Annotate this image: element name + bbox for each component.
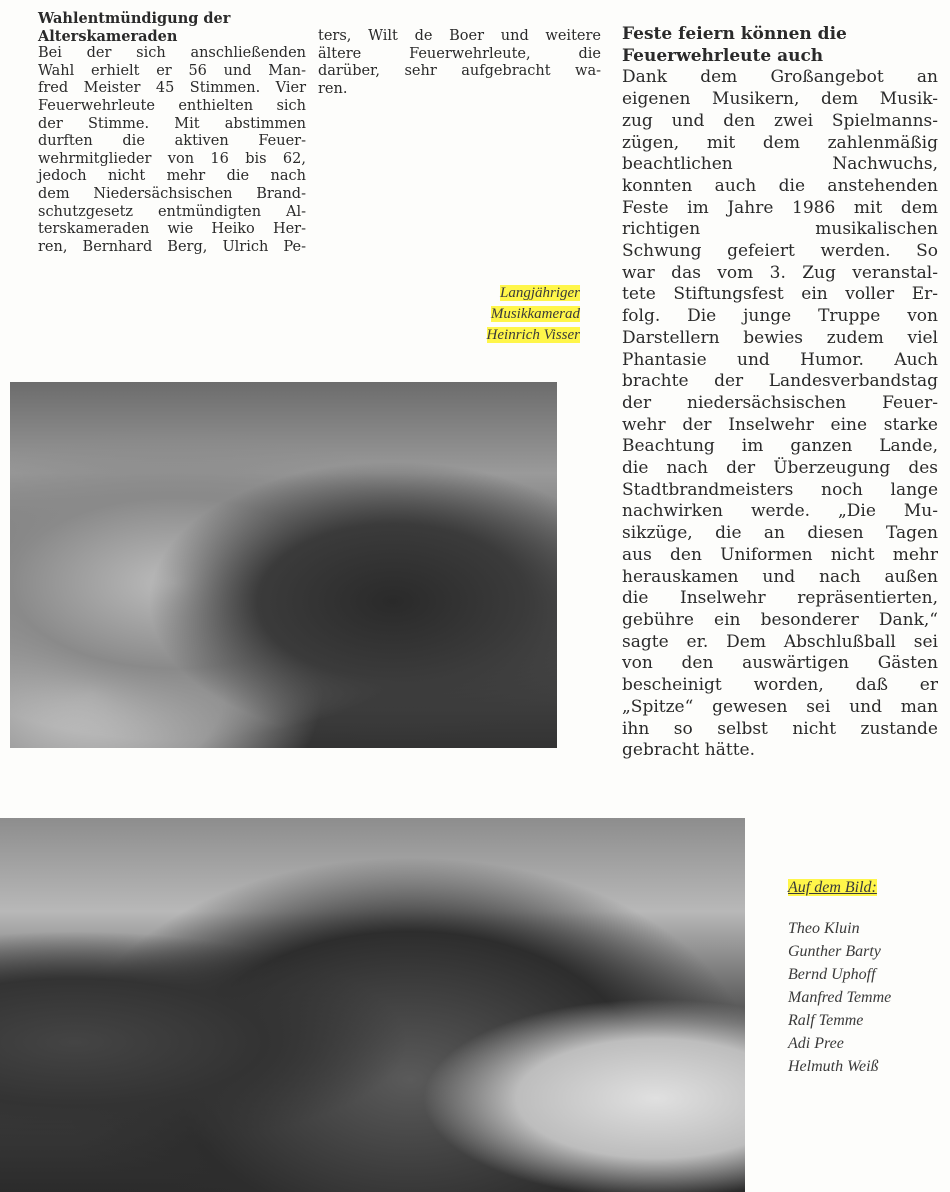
text-line: die nach der Überzeugung des — [622, 458, 938, 479]
photo-band — [0, 818, 745, 1192]
text-line: wehr der Inselwehr eine starke — [622, 414, 938, 435]
caption-line: Musikkamerad — [490, 306, 580, 322]
text-line: fred Meister 45 Stimmen. Vier — [38, 80, 306, 97]
text-line: ren. — [318, 80, 348, 97]
text-line: zügen, mit dem zahlenmäßig — [622, 132, 938, 153]
text-line: ältere Feuerwehrleute, die — [318, 45, 601, 62]
text-line: Phantasie und Humor. Auch — [622, 349, 938, 370]
article-heading-line: Feuerwehrleute auch — [622, 45, 824, 66]
article-heading-line: Feste feiern können die — [622, 24, 847, 44]
text-line: tete Stiftungsfest ein voller Er- — [622, 284, 938, 305]
photo-audience — [10, 382, 557, 748]
text-line: jedoch nicht mehr die nach — [38, 168, 306, 185]
text-line: nachwirken werde. „Die Mu- — [622, 501, 938, 522]
article-heading-line: Alterskameraden — [38, 27, 178, 45]
photo1-caption — [462, 283, 580, 346]
name-item: Adi Pree — [788, 1035, 844, 1052]
text-line: Feuerwehrleute enthielten sich — [38, 97, 306, 114]
text-line: wehrmitglieder von 16 bis 62, — [38, 150, 306, 167]
article-right-column — [622, 24, 938, 762]
caption-line: Heinrich Visser — [486, 327, 580, 343]
name-item: Gunther Barty — [788, 943, 881, 960]
name-item: Helmuth Weiß — [788, 1058, 879, 1075]
text-line: die Inselwehr repräsentierten, — [622, 588, 938, 609]
text-line: Darstellern bewies zudem viel — [622, 327, 938, 348]
name-item: Ralf Temme — [788, 1012, 864, 1029]
text-line: Schwung gefeiert werden. So — [622, 241, 938, 262]
text-line: von den auswärtigen Gästen — [622, 653, 938, 674]
text-line: sikzüge, die an diesen Tagen — [622, 523, 938, 544]
text-line: „Spitze“ gewesen sei und man — [622, 696, 938, 717]
text-line: Stadtbrandmeisters noch lange — [622, 479, 938, 500]
text-line: war das vom 3. Zug veranstal- — [622, 262, 938, 283]
text-line: bescheinigt worden, daß er — [622, 675, 938, 696]
text-line: ihn so selbst nicht zustande — [622, 718, 938, 739]
article-left-column-2 — [318, 28, 601, 98]
text-line: schutzgesetz entmündigten Al- — [38, 203, 306, 220]
text-line: ren, Bernhard Berg, Ulrich Pe- — [38, 238, 306, 255]
text-line: Beachtung im ganzen Lande, — [622, 436, 938, 457]
text-line: aus den Uniformen nicht mehr — [622, 544, 938, 565]
name-item: Theo Kluin — [788, 920, 860, 937]
text-line: terskameraden wie Heiko Her- — [38, 221, 306, 238]
caption-title: Auf dem Bild: — [788, 879, 877, 896]
text-line: Dank dem Großangebot an — [622, 67, 938, 88]
text-line: der niedersächsischen Feuer- — [622, 392, 938, 413]
photo2-caption — [788, 876, 891, 1078]
text-line: gebühre ein besonderer Dank,“ — [622, 609, 938, 630]
text-line: dem Niedersächsischen Brand- — [38, 185, 306, 202]
text-line: zug und den zwei Spielmanns- — [622, 110, 938, 131]
text-line: ters, Wilt de Boer und weitere — [318, 28, 601, 44]
text-line: eigenen Musikern, dem Musik- — [622, 89, 938, 110]
text-line: darüber, sehr aufgebracht wa- — [318, 63, 601, 80]
text-line: richtigen musikalischen — [622, 219, 938, 240]
text-line: beachtlichen Nachwuchs, — [622, 154, 938, 175]
text-line: gebracht hätte. — [622, 740, 756, 761]
name-item: Bernd Uphoff — [788, 966, 876, 983]
text-line: Wahl erhielt er 56 und Man- — [38, 62, 306, 79]
text-line: Feste im Jahre 1986 mit dem — [622, 197, 938, 218]
text-line: der Stimme. Mit abstimmen — [38, 115, 306, 132]
name-item: Manfred Temme — [788, 989, 892, 1006]
article-left-column-1 — [38, 10, 306, 256]
text-line: herauskamen und nach außen — [622, 566, 938, 587]
text-line: konnten auch die anstehenden — [622, 175, 938, 196]
text-line: brachte der Landesverbandstag — [622, 371, 938, 392]
text-line: sagte er. Dem Abschlußball sei — [622, 631, 938, 652]
text-line: Bei der sich anschließenden — [38, 45, 306, 62]
caption-line: Langjähriger — [499, 285, 580, 301]
text-line: folg. Die junge Truppe von — [622, 306, 938, 327]
text-line: durften die aktiven Feuer- — [38, 133, 306, 150]
article-heading-line: Wahlentmündigung der — [38, 10, 231, 27]
